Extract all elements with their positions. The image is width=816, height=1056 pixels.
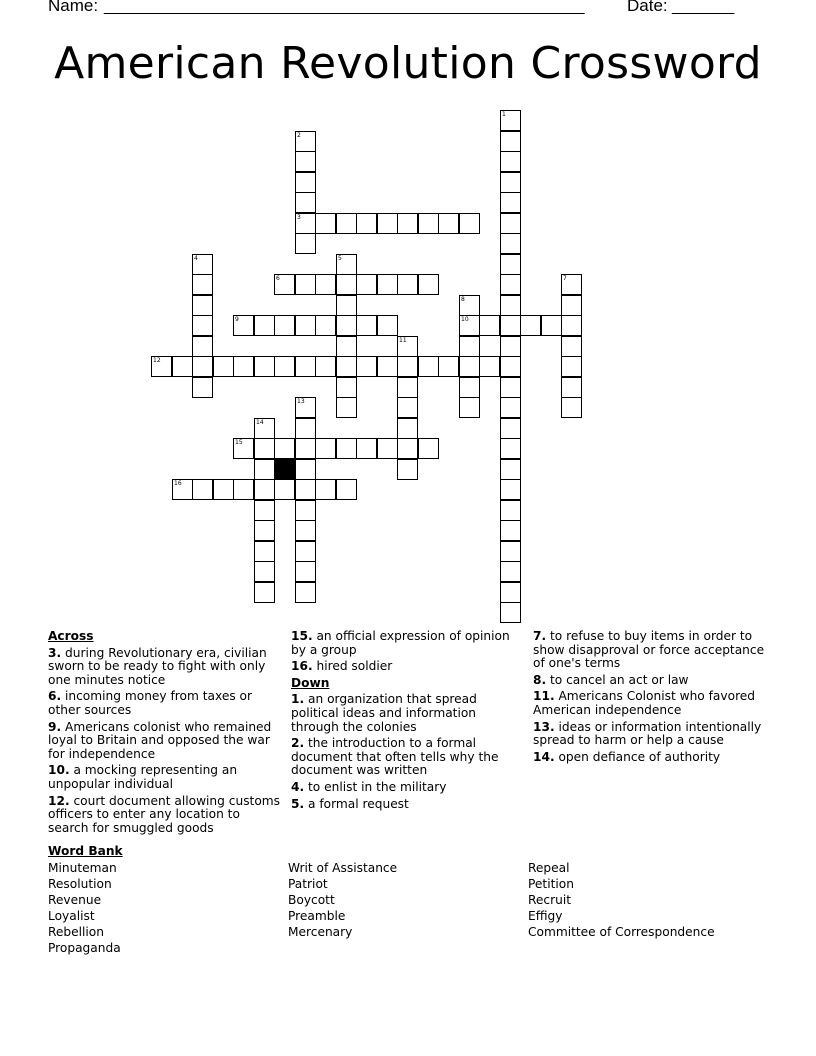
crossword-cell[interactable] bbox=[500, 315, 521, 336]
crossword-cell[interactable] bbox=[295, 541, 316, 562]
cell-number: 5 bbox=[338, 255, 342, 262]
crossword-cell[interactable] bbox=[254, 561, 275, 582]
crossword-cell[interactable] bbox=[397, 377, 418, 398]
crossword-cell[interactable] bbox=[500, 602, 521, 623]
crossword-cell[interactable] bbox=[295, 192, 316, 213]
crossword-cell[interactable] bbox=[274, 274, 295, 295]
cell-number: 9 bbox=[235, 316, 239, 323]
crossword-cell[interactable] bbox=[233, 356, 254, 377]
crossword-cell[interactable] bbox=[541, 315, 562, 336]
crossword-cell[interactable] bbox=[295, 438, 316, 459]
clue-down-5: 5. a formal request bbox=[291, 796, 409, 811]
cell-number: 13 bbox=[297, 398, 305, 405]
crossword-cell[interactable] bbox=[192, 315, 213, 336]
crossword-cell[interactable] bbox=[561, 274, 582, 295]
crossword-cell[interactable] bbox=[336, 397, 357, 418]
crossword-cell[interactable] bbox=[233, 438, 254, 459]
crossword-cell[interactable] bbox=[500, 192, 521, 213]
crossword-cell[interactable] bbox=[336, 274, 357, 295]
clues-column-3 bbox=[533, 630, 765, 767]
crossword-cell[interactable] bbox=[315, 438, 336, 459]
clue-down-2: 2. the introduction to a formal document that often tells why the document was written bbox=[291, 736, 499, 778]
cell-number: 14 bbox=[256, 419, 264, 426]
crossword-cell[interactable] bbox=[192, 254, 213, 275]
crossword-block bbox=[274, 459, 295, 480]
crossword-cell[interactable] bbox=[336, 254, 357, 275]
cell-number: 11 bbox=[399, 337, 407, 344]
crossword-cell[interactable] bbox=[500, 459, 521, 480]
crossword-cell[interactable] bbox=[295, 582, 316, 603]
cell-number: 4 bbox=[194, 255, 198, 262]
crossword-cell[interactable] bbox=[377, 356, 398, 377]
clue-across-15: 15. an official expression of opinion by a group bbox=[291, 629, 510, 657]
crossword-cell[interactable] bbox=[233, 479, 254, 500]
crossword-cell[interactable] bbox=[397, 274, 418, 295]
crossword-cell[interactable] bbox=[233, 315, 254, 336]
crossword-cell[interactable] bbox=[500, 274, 521, 295]
cell-number: 12 bbox=[153, 357, 161, 364]
clue-down-1: 1. an organization that spread political ideas and information through the colonies bbox=[291, 692, 477, 734]
crossword-cell[interactable] bbox=[315, 356, 336, 377]
crossword-cell[interactable] bbox=[254, 520, 275, 541]
crossword-cell[interactable] bbox=[520, 315, 541, 336]
down-heading: Down bbox=[291, 675, 330, 690]
date-label: Date: bbox=[627, 0, 668, 15]
word-bank-item: Petition bbox=[528, 877, 574, 891]
crossword-cell[interactable] bbox=[500, 561, 521, 582]
cell-number: 7 bbox=[563, 275, 567, 282]
word-bank-item: Resolution bbox=[48, 877, 112, 891]
clue-across-3: 3. during Revolutionary era, civilian sworn to be ready to fight with only one minutes notice bbox=[48, 645, 267, 687]
crossword-cell[interactable] bbox=[274, 438, 295, 459]
crossword-cell[interactable] bbox=[295, 233, 316, 254]
crossword-cell[interactable] bbox=[397, 397, 418, 418]
clue-across-16: 16. hired soldier bbox=[291, 659, 393, 674]
crossword-cell[interactable] bbox=[254, 418, 275, 439]
crossword-cell[interactable] bbox=[254, 541, 275, 562]
word-bank-item: Propaganda bbox=[48, 941, 121, 955]
crossword-cell[interactable] bbox=[315, 213, 336, 234]
crossword-cell[interactable] bbox=[192, 336, 213, 357]
crossword-cell[interactable] bbox=[336, 377, 357, 398]
crossword-cell[interactable] bbox=[500, 541, 521, 562]
crossword-cell[interactable] bbox=[192, 274, 213, 295]
date-blank[interactable]: _______ bbox=[672, 0, 735, 15]
crossword-cell[interactable] bbox=[500, 233, 521, 254]
crossword-cell[interactable] bbox=[254, 438, 275, 459]
crossword-cell[interactable] bbox=[172, 479, 193, 500]
crossword-cell[interactable] bbox=[459, 397, 480, 418]
crossword-cell[interactable] bbox=[356, 213, 377, 234]
word-bank-item: Mercenary bbox=[288, 925, 353, 939]
crossword-cell[interactable] bbox=[500, 110, 521, 131]
crossword-cell[interactable] bbox=[295, 172, 316, 193]
word-bank-item: Effigy bbox=[528, 909, 563, 923]
word-bank-item: Recruit bbox=[528, 893, 572, 907]
crossword-cell[interactable] bbox=[336, 336, 357, 357]
crossword-cell[interactable] bbox=[192, 356, 213, 377]
crossword-cell[interactable] bbox=[274, 356, 295, 377]
crossword-cell[interactable] bbox=[295, 520, 316, 541]
clue-across-10: 10. a mocking representing an unpopular individual bbox=[48, 763, 238, 791]
word-bank-item: Committee of Correspondence bbox=[528, 925, 715, 939]
word-bank-item: Loyalist bbox=[48, 909, 95, 923]
across-heading: Across bbox=[48, 629, 94, 643]
crossword-cell[interactable] bbox=[274, 315, 295, 336]
word-bank-item: Minuteman bbox=[48, 861, 117, 875]
crossword-cell[interactable] bbox=[295, 397, 316, 418]
crossword-cell[interactable] bbox=[500, 520, 521, 541]
crossword-cell[interactable] bbox=[377, 438, 398, 459]
crossword-cell[interactable] bbox=[459, 356, 480, 377]
word-bank-item: Rebellion bbox=[48, 925, 104, 939]
crossword-cell[interactable] bbox=[295, 213, 316, 234]
crossword-cell[interactable] bbox=[295, 151, 316, 172]
crossword-cell[interactable] bbox=[500, 131, 521, 152]
crossword-cell[interactable] bbox=[500, 151, 521, 172]
crossword-cell[interactable] bbox=[479, 315, 500, 336]
clue-down-4: 4. to enlist in the military bbox=[291, 779, 447, 794]
crossword-cell[interactable] bbox=[315, 274, 336, 295]
clue-down-8: 8. to cancel an act or law bbox=[533, 672, 689, 687]
crossword-cell[interactable] bbox=[295, 500, 316, 521]
crossword-cell[interactable] bbox=[418, 274, 439, 295]
crossword-cell[interactable] bbox=[295, 131, 316, 152]
crossword-cell[interactable] bbox=[459, 213, 480, 234]
crossword-cell[interactable] bbox=[500, 356, 521, 377]
crossword-cell[interactable] bbox=[254, 459, 275, 480]
clue-down-14: 14. open defiance of authority bbox=[533, 749, 721, 764]
word-bank-item: Patriot bbox=[288, 877, 328, 891]
crossword-cell[interactable] bbox=[295, 315, 316, 336]
crossword-cell[interactable] bbox=[336, 315, 357, 336]
clues-column-1 bbox=[48, 630, 280, 838]
word-bank-item: Repeal bbox=[528, 861, 570, 875]
name-label: Name: bbox=[48, 0, 99, 15]
crossword-cell[interactable] bbox=[254, 500, 275, 521]
crossword-cell[interactable] bbox=[192, 377, 213, 398]
cell-number: 15 bbox=[235, 439, 243, 446]
crossword-cell[interactable] bbox=[295, 274, 316, 295]
crossword-cell[interactable] bbox=[397, 459, 418, 480]
crossword-cell[interactable] bbox=[356, 438, 377, 459]
crossword-cell[interactable] bbox=[397, 213, 418, 234]
crossword-cell[interactable] bbox=[377, 213, 398, 234]
clue-across-12: 12. court document allowing customs officers to enter any location to search for smuggled goods bbox=[48, 793, 280, 835]
word-bank-item: Preamble bbox=[288, 909, 346, 923]
crossword-cell[interactable] bbox=[213, 356, 234, 377]
word-bank-item: Revenue bbox=[48, 893, 102, 907]
crossword-cell[interactable] bbox=[336, 213, 357, 234]
crossword-cell[interactable] bbox=[561, 295, 582, 316]
page-title: American Revolution Crossword bbox=[54, 38, 762, 89]
crossword-cell[interactable] bbox=[500, 582, 521, 603]
clue-down-7: 7. to refuse to buy items in order to show disapproval or force acceptance of one's terms bbox=[533, 629, 765, 671]
crossword-cell[interactable] bbox=[377, 315, 398, 336]
crossword-cell[interactable] bbox=[295, 479, 316, 500]
cell-number: 10 bbox=[461, 316, 469, 323]
crossword-cell[interactable] bbox=[500, 295, 521, 316]
clue-down-13: 13. ideas or information intentionally spread to harm or help a cause bbox=[533, 719, 762, 748]
crossword-cell[interactable] bbox=[336, 479, 357, 500]
crossword-cell[interactable] bbox=[561, 397, 582, 418]
crossword-cell[interactable] bbox=[295, 561, 316, 582]
crossword-cell[interactable] bbox=[254, 479, 275, 500]
crossword-cell[interactable] bbox=[500, 172, 521, 193]
crossword-cell[interactable] bbox=[500, 254, 521, 275]
crossword-cell[interactable] bbox=[295, 418, 316, 439]
crossword-cell[interactable] bbox=[336, 438, 357, 459]
crossword-cell[interactable] bbox=[500, 336, 521, 357]
crossword-cell[interactable] bbox=[254, 315, 275, 336]
cell-number: 3 bbox=[297, 214, 301, 221]
clue-down-11: 11. Americans Colonist who favored American independence bbox=[533, 689, 756, 717]
word-bank-item: Writ of Assistance bbox=[288, 861, 398, 875]
word-bank-item: Boycott bbox=[288, 893, 335, 907]
cell-number: 8 bbox=[461, 296, 465, 303]
crossword-cell[interactable] bbox=[295, 356, 316, 377]
crossword-cell[interactable] bbox=[459, 295, 480, 316]
cell-number: 1 bbox=[502, 111, 506, 118]
crossword-cell[interactable] bbox=[356, 356, 377, 377]
crossword-cell[interactable] bbox=[397, 418, 418, 439]
crossword-cell[interactable] bbox=[336, 295, 357, 316]
crossword-cell[interactable] bbox=[438, 356, 459, 377]
word-bank-heading: Word Bank bbox=[48, 844, 123, 858]
crossword-cell[interactable] bbox=[500, 213, 521, 234]
crossword-cell[interactable] bbox=[192, 479, 213, 500]
crossword-cell[interactable] bbox=[397, 356, 418, 377]
crossword-cell[interactable] bbox=[356, 315, 377, 336]
cell-number: 2 bbox=[297, 132, 301, 139]
clue-across-6: 6. incoming money from taxes or other sources bbox=[48, 689, 253, 717]
cell-number: 16 bbox=[174, 480, 182, 487]
crossword-cell[interactable] bbox=[561, 356, 582, 377]
crossword-cell[interactable] bbox=[561, 377, 582, 398]
crossword-cell[interactable] bbox=[561, 336, 582, 357]
crossword-cell[interactable] bbox=[151, 356, 172, 377]
crossword-cell[interactable] bbox=[500, 397, 521, 418]
crossword-cell[interactable] bbox=[254, 356, 275, 377]
crossword-cell[interactable] bbox=[397, 438, 418, 459]
clue-across-9: 9. Americans colonist who remained loyal to Britain and opposed the war for independence bbox=[48, 719, 272, 761]
crossword-cell[interactable] bbox=[500, 500, 521, 521]
crossword-cell[interactable] bbox=[459, 315, 480, 336]
crossword-cell[interactable] bbox=[274, 479, 295, 500]
crossword-cell[interactable] bbox=[192, 295, 213, 316]
clues-column-2 bbox=[291, 630, 523, 814]
crossword-cell[interactable] bbox=[315, 479, 336, 500]
crossword-cell[interactable] bbox=[336, 356, 357, 377]
cell-number: 6 bbox=[276, 275, 280, 282]
crossword-cell[interactable] bbox=[418, 356, 439, 377]
crossword-cell[interactable] bbox=[418, 438, 439, 459]
crossword-cell[interactable] bbox=[172, 356, 193, 377]
crossword-cell[interactable] bbox=[356, 274, 377, 295]
crossword-cell[interactable] bbox=[213, 479, 234, 500]
crossword-cell[interactable] bbox=[377, 274, 398, 295]
crossword-cell[interactable] bbox=[561, 315, 582, 336]
crossword-cell[interactable] bbox=[418, 213, 439, 234]
crossword-cell[interactable] bbox=[459, 336, 480, 357]
crossword-cell[interactable] bbox=[397, 336, 418, 357]
crossword-cell[interactable] bbox=[500, 438, 521, 459]
crossword-cell[interactable] bbox=[500, 377, 521, 398]
crossword-cell[interactable] bbox=[500, 418, 521, 439]
crossword-cell[interactable] bbox=[254, 582, 275, 603]
crossword-cell[interactable] bbox=[295, 459, 316, 480]
crossword-cell[interactable] bbox=[438, 213, 459, 234]
crossword-cell[interactable] bbox=[500, 479, 521, 500]
crossword-cell[interactable] bbox=[479, 356, 500, 377]
name-blank[interactable]: ______________________________________________________ bbox=[104, 0, 585, 15]
crossword-cell[interactable] bbox=[315, 315, 336, 336]
crossword-cell[interactable] bbox=[459, 377, 480, 398]
